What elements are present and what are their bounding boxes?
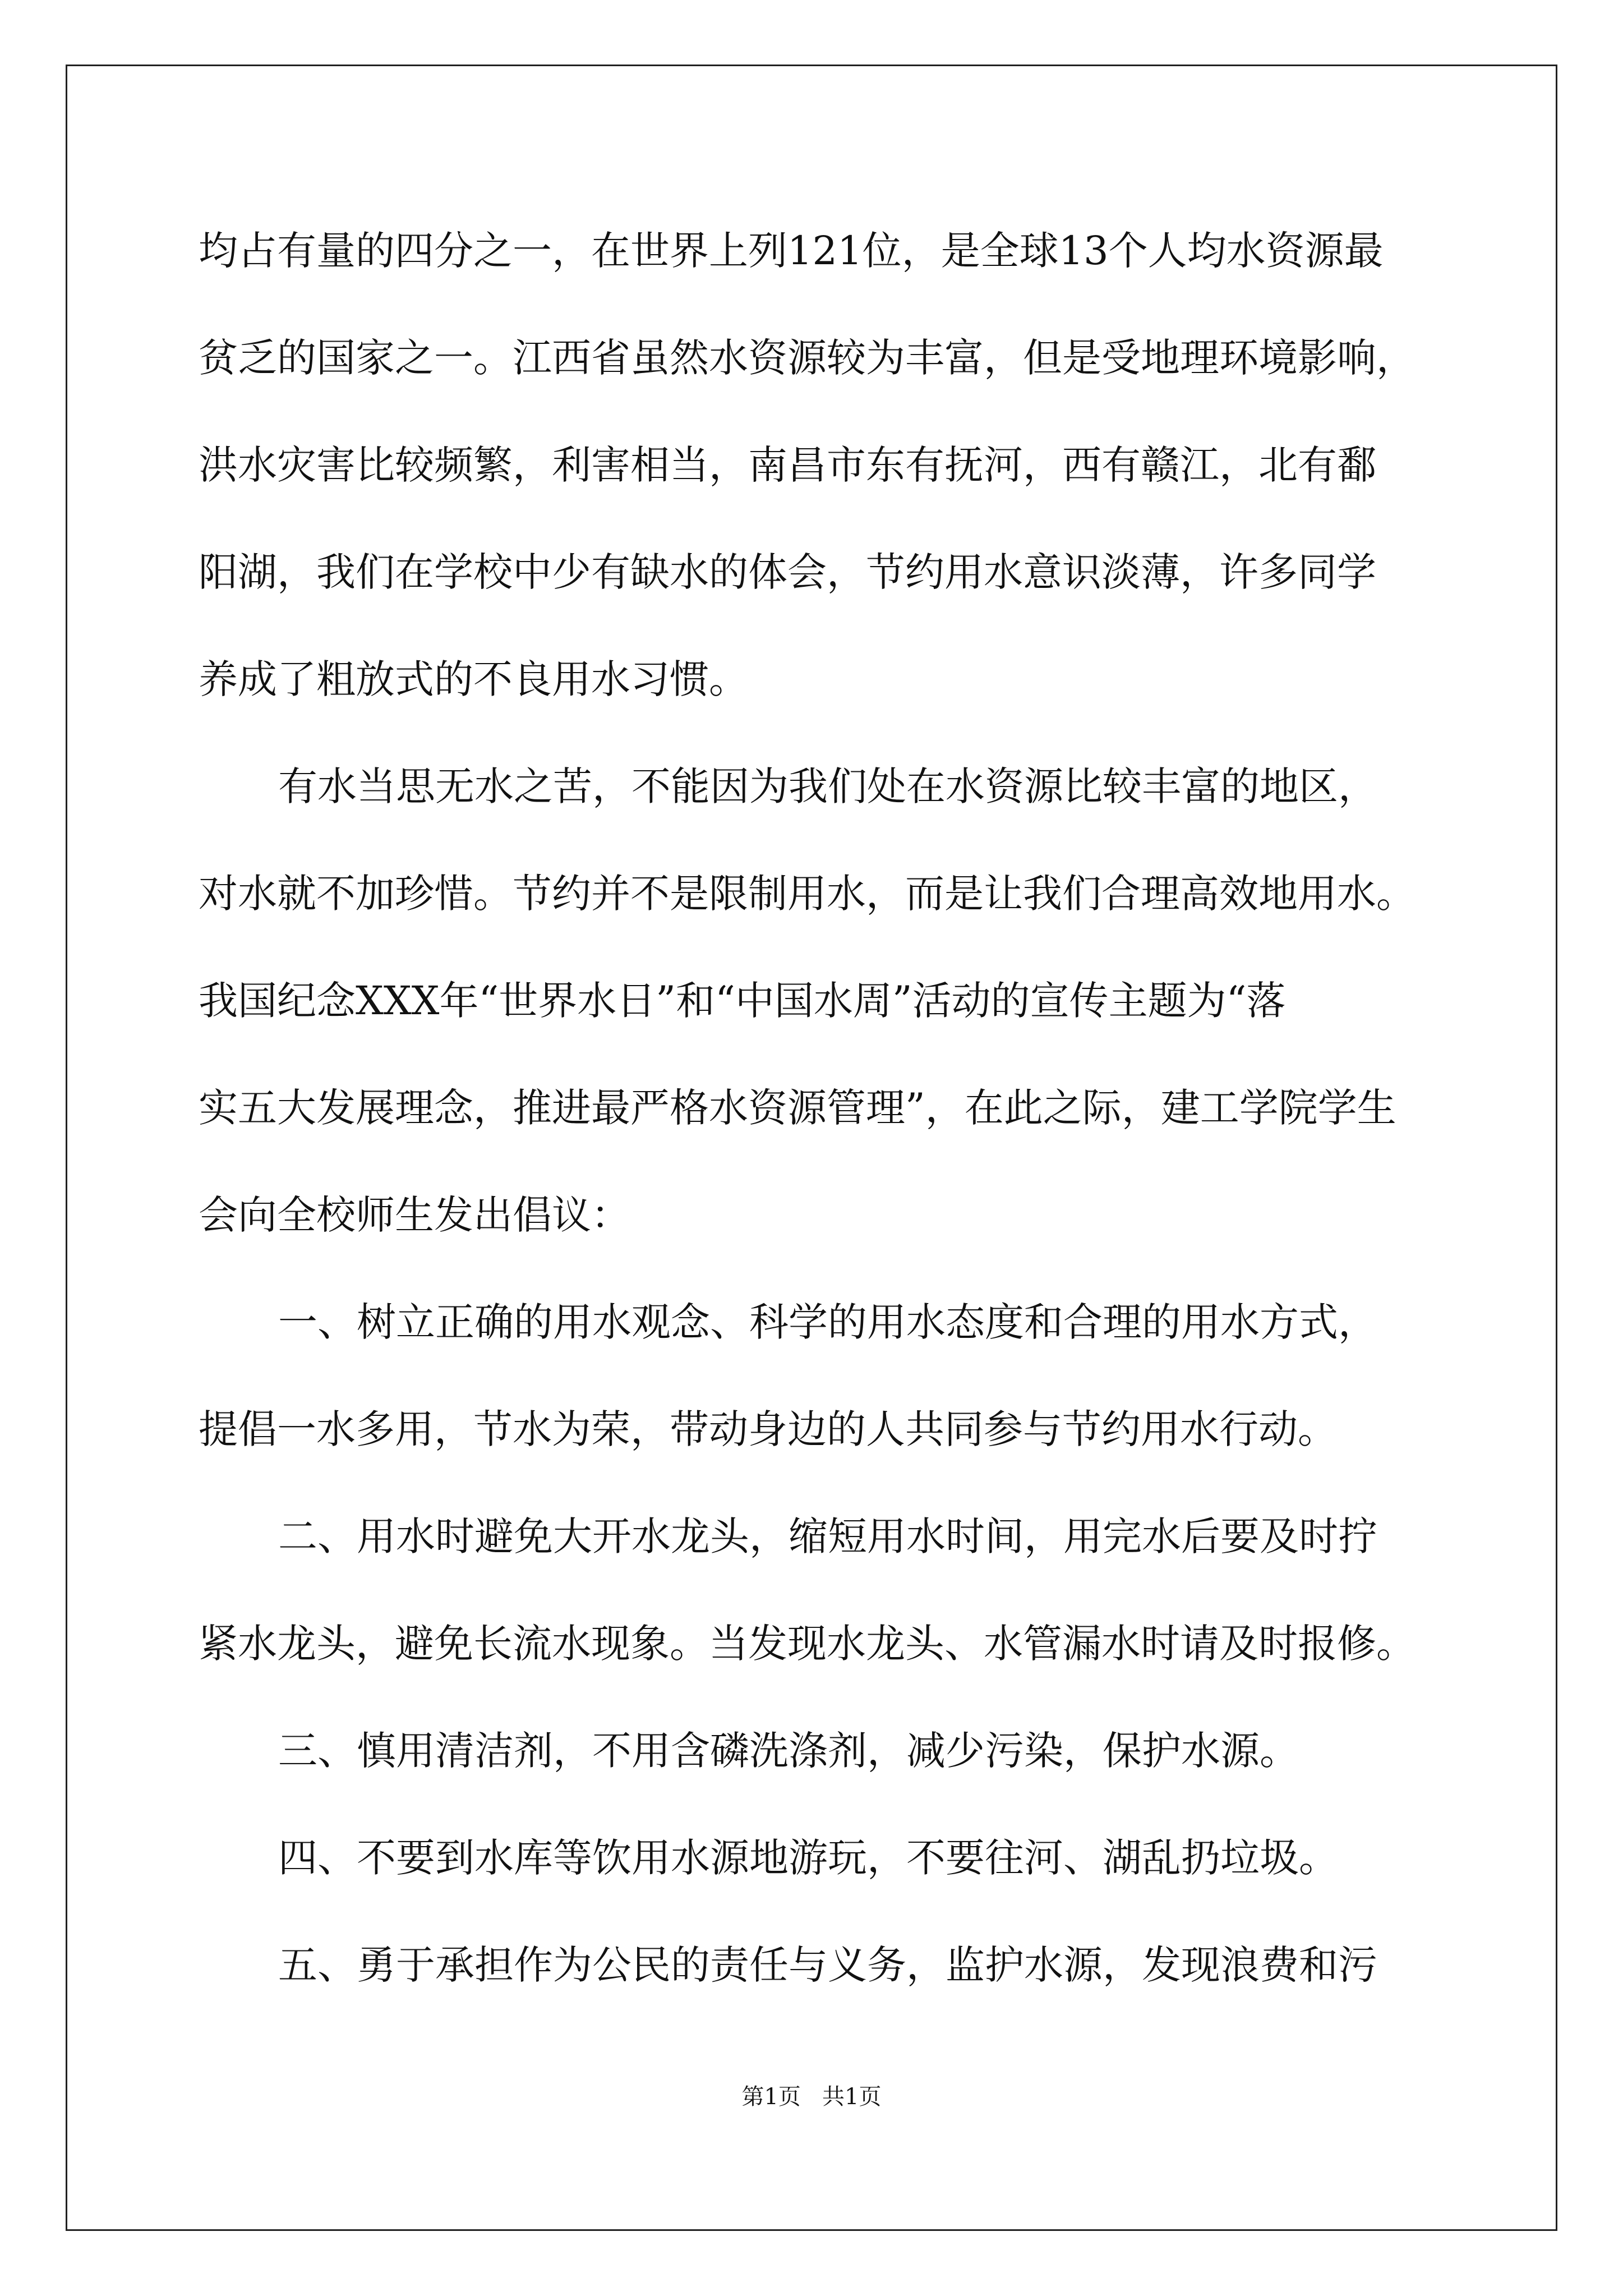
document-body <box>199 220 1432 2041</box>
page-footer: 第1页 共1页 <box>741 2084 882 2110</box>
paragraph-first-line: 有水当思无水之苦，不能因为我们处在水资源比较丰富的地区， <box>278 763 1377 809</box>
text-line: 实五大发展理念，推进最严格水资源管理”，在此之际，建工学院学生 <box>199 1085 1396 1131</box>
text-line: 洪水灾害比较频繁，利害相当，南昌市东有抚河，西有赣江，北有鄱 <box>199 442 1376 488</box>
paragraph-first-line: 二、用水时避免大开水龙头，缩短用水时间，用完水后要及时拧 <box>278 1513 1377 1559</box>
text-line: 紧水龙头，避免长流水现象。当发现水龙头、水管漏水时请及时报修。 <box>199 1621 1415 1667</box>
paragraph-first-line: 五、勇于承担作为公民的责任与义务，监护水源，发现浪费和污 <box>278 1942 1377 1988</box>
text-line: 对水就不加珍惜。节约并不是限制用水，而是让我们合理高效地用水。 <box>199 871 1415 917</box>
text-line: 提倡一水多用，节水为荣，带动身边的人共同参与节约用水行动。 <box>199 1406 1337 1452</box>
text-line: 贫乏的国家之一。江西省虽然水资源较为丰富，但是受地理环境影响， <box>199 335 1415 381</box>
text-line: 阳湖，我们在学校中少有缺水的体会，节约用水意识淡薄，许多同学 <box>199 549 1376 595</box>
paragraph-first-line: 一、树立正确的用水观念、科学的用水态度和合理的用水方式， <box>278 1299 1377 1345</box>
text-line: 养成了粗放式的不良用水习惯。 <box>199 656 748 702</box>
paragraph-first-line: 四、不要到水库等饮用水源地游玩，不要往河、湖乱扔垃圾。 <box>278 1835 1338 1881</box>
text-line: 我国纪念XXX年“世界水日”和“中国水周”活动的宣传主题为“落 <box>199 978 1286 1024</box>
text-line: 会向全校师生发出倡议： <box>199 1192 630 1238</box>
paragraph-first-line: 三、慎用清洁剂，不用含磷洗涤剂，减少污染，保护水源。 <box>278 1728 1299 1774</box>
text-line: 均占有量的四分之一，在世界上列121位，是全球13个人均水资源最 <box>199 228 1384 274</box>
